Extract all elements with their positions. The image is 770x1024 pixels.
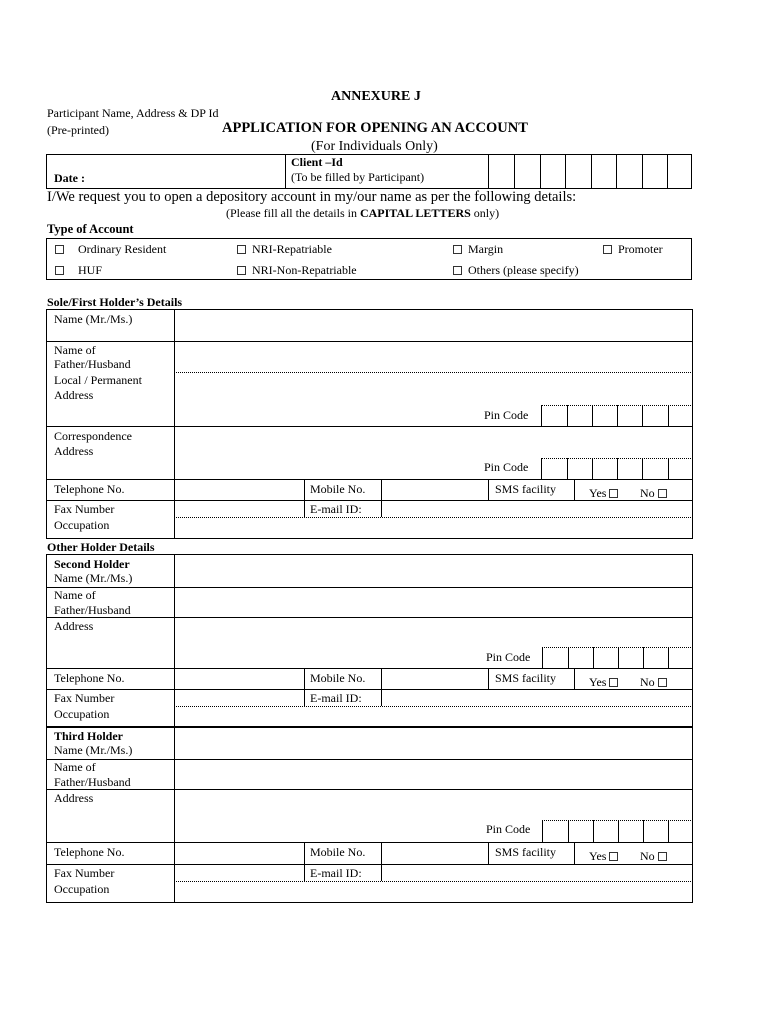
- third-address-label: Address: [54, 791, 94, 805]
- sole-local-pin-label: Pin Code: [484, 408, 529, 422]
- sole-corr-pin-cell[interactable]: [668, 458, 669, 479]
- second-address-label: Address: [54, 619, 94, 633]
- client-id-cell-1[interactable]: [488, 154, 489, 189]
- option-huf[interactable]: HUF: [55, 263, 102, 278]
- sole-sms-label: SMS facility: [495, 482, 557, 496]
- option-nri-non-repatriable[interactable]: NRI-Non-Repatriable: [237, 263, 357, 278]
- form-subtitle: (For Individuals Only): [311, 139, 438, 154]
- third-pin-cell[interactable]: [568, 820, 569, 842]
- second-occupation-label: Occupation: [54, 707, 110, 721]
- second-telephone-field[interactable]: [176, 670, 302, 688]
- second-fax-label: Fax Number: [54, 691, 115, 705]
- third-fax-field[interactable]: [176, 865, 302, 880]
- sole-corr-pin-cell[interactable]: [617, 458, 618, 479]
- third-sms-yes[interactable]: Yes: [589, 849, 618, 864]
- client-id-cell-2[interactable]: [514, 154, 515, 189]
- checkbox-icon: [453, 266, 462, 275]
- second-father-label-2: Father/Husband: [54, 603, 131, 617]
- option-promoter[interactable]: Promoter: [603, 242, 663, 257]
- preprinted-label: (Pre-printed): [47, 123, 109, 137]
- second-pin-cell[interactable]: [643, 647, 644, 668]
- second-email-label: E-mail ID:: [310, 691, 362, 705]
- third-pin-cell[interactable]: [618, 820, 619, 842]
- sole-holder-heading: Sole/First Holder’s Details: [47, 295, 183, 309]
- type-of-account-heading: Type of Account: [47, 222, 134, 236]
- third-email-field[interactable]: [383, 865, 691, 880]
- sole-local-pin-cell[interactable]: [592, 405, 593, 426]
- request-text: I/We request you to open a depository account in my/our name as per the following details:: [47, 189, 577, 205]
- third-sms-label: SMS facility: [495, 845, 557, 859]
- second-fax-field[interactable]: [176, 690, 302, 705]
- third-pin-label: Pin Code: [486, 822, 531, 836]
- sole-father-label-1: Name of: [54, 343, 96, 357]
- third-sms-no[interactable]: No: [640, 849, 667, 864]
- third-telephone-field[interactable]: [176, 844, 302, 863]
- third-pin-cell[interactable]: [593, 820, 594, 842]
- third-pin-cell[interactable]: [668, 820, 669, 842]
- client-id-label: Client –Id: [291, 155, 343, 169]
- sole-email-field[interactable]: [383, 501, 691, 516]
- checkbox-icon: [453, 245, 462, 254]
- second-email-field[interactable]: [383, 690, 691, 705]
- client-id-cell-7[interactable]: [642, 154, 643, 189]
- sole-sms-no[interactable]: No: [640, 486, 667, 501]
- second-sms-label: SMS facility: [495, 671, 557, 685]
- form-title: APPLICATION FOR OPENING AN ACCOUNT: [222, 120, 528, 136]
- sole-sms-yes[interactable]: Yes: [589, 486, 618, 501]
- sole-local-label-2: Address: [54, 388, 94, 402]
- sole-name-field[interactable]: [176, 311, 691, 340]
- second-father-label-1: Name of: [54, 588, 96, 602]
- second-father-field[interactable]: [176, 589, 691, 616]
- checkbox-icon: [609, 852, 618, 861]
- second-address-field[interactable]: [176, 619, 691, 646]
- other-holder-heading: Other Holder Details: [47, 540, 155, 554]
- sole-telephone-label: Telephone No.: [54, 482, 125, 496]
- third-mobile-field[interactable]: [383, 844, 486, 863]
- second-pin-cell[interactable]: [668, 647, 669, 668]
- sole-mobile-field[interactable]: [383, 481, 486, 499]
- second-sms-yes[interactable]: Yes: [589, 675, 618, 690]
- sole-local-pin-cell[interactable]: [642, 405, 643, 426]
- checkbox-icon: [603, 245, 612, 254]
- sole-father-label-2: Father/Husband: [54, 357, 131, 371]
- sole-mobile-label: Mobile No.: [310, 482, 366, 496]
- sole-local-pin-cell[interactable]: [567, 405, 568, 426]
- second-name-field[interactable]: [176, 556, 691, 586]
- third-father-label-2: Father/Husband: [54, 775, 131, 789]
- checkbox-icon: [609, 489, 618, 498]
- second-occupation-field[interactable]: [176, 707, 691, 725]
- checkbox-icon: [237, 245, 246, 254]
- second-mobile-label: Mobile No.: [310, 671, 366, 685]
- sole-father-field[interactable]: [176, 343, 691, 371]
- second-pin-cell[interactable]: [618, 647, 619, 668]
- sole-corr-label-2: Address: [54, 444, 94, 458]
- checkbox-icon: [55, 245, 64, 254]
- sole-corr-pin-cell[interactable]: [642, 458, 643, 479]
- third-father-label-1: Name of: [54, 760, 96, 774]
- client-id-cell-8[interactable]: [667, 154, 668, 189]
- sole-local-pin-cell[interactable]: [668, 405, 669, 426]
- sole-corr-pin-cell[interactable]: [567, 458, 568, 479]
- third-fax-label: Fax Number: [54, 866, 115, 880]
- checkbox-icon: [658, 852, 667, 861]
- client-id-note: (To be filled by Participant): [291, 170, 425, 184]
- second-pin-label: Pin Code: [486, 650, 531, 664]
- sole-fax-label: Fax Number: [54, 502, 115, 516]
- option-others[interactable]: Others (please specify): [453, 263, 579, 278]
- second-holder-label: Second Holder: [54, 557, 130, 571]
- sole-local-label-1: Local / Permanent: [54, 373, 142, 387]
- third-holder-label: Third Holder: [54, 729, 124, 743]
- sole-local-address-field[interactable]: [176, 374, 691, 404]
- third-pin-cell[interactable]: [643, 820, 644, 842]
- sole-telephone-field[interactable]: [176, 481, 302, 499]
- client-id-cell-3[interactable]: [540, 154, 541, 189]
- checkbox-icon: [609, 678, 618, 687]
- third-occupation-label: Occupation: [54, 882, 110, 896]
- checkbox-icon: [658, 678, 667, 687]
- checkbox-icon: [658, 489, 667, 498]
- annexure-title: ANNEXURE J: [331, 89, 421, 104]
- second-name-label: Name (Mr./Ms.): [54, 571, 133, 585]
- sole-fax-field[interactable]: [176, 501, 302, 516]
- participant-label: Participant Name, Address & DP Id: [47, 106, 219, 120]
- third-address-field[interactable]: [176, 791, 691, 819]
- client-id-cell-5[interactable]: [591, 154, 592, 189]
- sole-local-pin-cell[interactable]: [617, 405, 618, 426]
- client-id-cell-4[interactable]: [565, 154, 566, 189]
- second-telephone-label: Telephone No.: [54, 671, 125, 685]
- option-ordinary-resident[interactable]: Ordinary Resident: [55, 242, 166, 257]
- client-id-cell-6[interactable]: [616, 154, 617, 189]
- second-sms-no[interactable]: No: [640, 675, 667, 690]
- sole-corr-label-1: Correspondence: [54, 429, 132, 443]
- third-mobile-label: Mobile No.: [310, 845, 366, 859]
- checkbox-icon: [55, 266, 64, 275]
- checkbox-icon: [237, 266, 246, 275]
- sole-occupation-field[interactable]: [176, 518, 691, 537]
- sole-name-label: Name (Mr./Ms.): [54, 312, 133, 326]
- second-mobile-field[interactable]: [383, 670, 486, 688]
- date-label: Date :: [54, 171, 85, 185]
- option-nri-repatriable[interactable]: NRI-Repatriable: [237, 242, 332, 257]
- sole-corr-pin-label: Pin Code: [484, 460, 529, 474]
- option-margin[interactable]: Margin: [453, 242, 503, 257]
- third-occupation-field[interactable]: [176, 883, 691, 901]
- third-name-label: Name (Mr./Ms.): [54, 743, 133, 757]
- third-father-field[interactable]: [176, 761, 691, 788]
- sole-email-label: E-mail ID:: [310, 502, 362, 516]
- sole-occupation-label: Occupation: [54, 518, 110, 532]
- sole-corr-pin-cell[interactable]: [592, 458, 593, 479]
- third-name-field[interactable]: [176, 729, 691, 758]
- second-pin-cell[interactable]: [568, 647, 569, 668]
- second-pin-cell[interactable]: [593, 647, 594, 668]
- sole-corr-address-field[interactable]: [176, 428, 691, 456]
- third-email-label: E-mail ID:: [310, 866, 362, 880]
- third-telephone-label: Telephone No.: [54, 845, 125, 859]
- capital-letters-note: (Please fill all the details in CAPITAL LETTERS only): [226, 206, 500, 220]
